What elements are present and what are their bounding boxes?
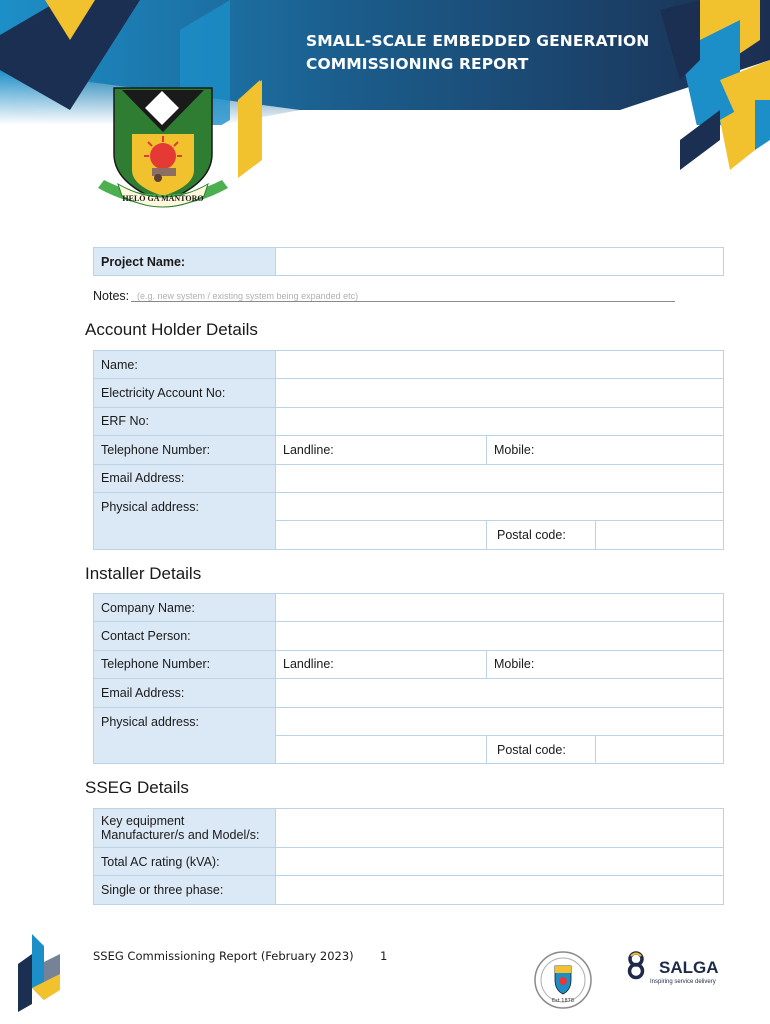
table-row	[94, 622, 724, 650]
phase-label: Single or three phase:	[94, 876, 276, 904]
account-holder-heading: Account Holder Details	[85, 320, 258, 339]
project-name-field[interactable]	[276, 248, 724, 276]
table-row	[94, 436, 724, 464]
municipal-crest-icon	[92, 84, 234, 216]
account-name-field[interactable]	[276, 351, 724, 379]
equipment-label	[94, 809, 276, 848]
electricity-account-label: Electricity Account No:	[94, 379, 276, 407]
installer-physical-field-line2[interactable]	[276, 735, 487, 763]
account-postal-field[interactable]	[596, 521, 724, 549]
installer-mobile-label: Mobile:	[494, 657, 535, 672]
contact-person-field[interactable]	[276, 622, 724, 650]
project-table	[93, 247, 724, 276]
page-number: 1	[380, 949, 388, 963]
report-title-line2: COMMISSIONING REPORT	[306, 55, 529, 73]
account-landline-field[interactable]	[276, 436, 487, 464]
installer-postal-field[interactable]	[596, 735, 724, 763]
equipment-field[interactable]	[276, 809, 724, 848]
sseg-table	[93, 808, 724, 905]
equipment-label-line2: Manufacturer/s and Model/s:	[101, 828, 260, 842]
installer-postal-label: Postal code:	[487, 735, 596, 763]
footer-report-name: SSEG Commissioning Report (February 2023)	[93, 949, 354, 963]
header-left-stripe	[236, 80, 266, 180]
notes-label: Notes:	[93, 289, 130, 303]
table-row	[94, 707, 724, 735]
table-row	[94, 809, 724, 848]
table-row	[94, 650, 724, 678]
phase-field[interactable]	[276, 876, 724, 904]
account-landline-label: Landline:	[283, 442, 334, 457]
municipal-seal-icon	[533, 950, 593, 1010]
account-telephone-label: Telephone Number:	[94, 436, 276, 464]
report-title-line1: SMALL-SCALE EMBEDDED GENERATION	[306, 32, 650, 50]
account-physical-field[interactable]	[276, 492, 724, 520]
installer-table	[93, 593, 724, 764]
notes-field[interactable]	[93, 289, 675, 303]
table-row	[94, 594, 724, 622]
salga-name: SALGA	[659, 958, 719, 977]
installer-landline-field[interactable]	[276, 650, 487, 678]
notes-placeholder: (e.g. new system / existing system being expanded etc)	[137, 291, 359, 301]
installer-physical-label: Physical address:	[94, 707, 276, 764]
table-row	[94, 876, 724, 904]
project-name-row	[94, 248, 724, 276]
installer-email-field[interactable]	[276, 679, 724, 707]
electricity-account-field[interactable]	[276, 379, 724, 407]
account-postal-label: Postal code:	[487, 521, 596, 549]
equipment-label-line1: Key equipment	[101, 814, 185, 828]
table-row	[94, 848, 724, 876]
account-mobile-label: Mobile:	[494, 442, 535, 457]
erf-field[interactable]	[276, 407, 724, 435]
installer-physical-field[interactable]	[276, 707, 724, 735]
account-name-label: Name:	[94, 351, 276, 379]
sseg-heading: SSEG Details	[85, 778, 189, 797]
table-row	[94, 379, 724, 407]
account-holder-table	[93, 350, 724, 550]
installer-email-label: Email Address:	[94, 679, 276, 707]
ac-rating-label: Total AC rating (kVA):	[94, 848, 276, 876]
account-physical-field-line2[interactable]	[276, 521, 487, 549]
table-row	[94, 679, 724, 707]
account-email-field[interactable]	[276, 464, 724, 492]
installer-mobile-field[interactable]	[487, 650, 724, 678]
erf-label: ERF No:	[94, 407, 276, 435]
table-row	[94, 351, 724, 379]
crest-motto: HELO GA MANTORO	[122, 194, 204, 203]
table-row	[94, 464, 724, 492]
table-row	[94, 407, 724, 435]
account-email-label: Email Address:	[94, 464, 276, 492]
table-row	[94, 492, 724, 520]
installer-landline-label: Landline:	[283, 657, 334, 672]
account-physical-label: Physical address:	[94, 492, 276, 549]
company-name-field[interactable]	[276, 594, 724, 622]
installer-heading: Installer Details	[85, 564, 202, 583]
seal-text: Est 1878	[551, 998, 575, 1004]
notes-underline	[131, 301, 675, 302]
report-title	[306, 30, 649, 76]
installer-telephone-label: Telephone Number:	[94, 650, 276, 678]
ac-rating-field[interactable]	[276, 848, 724, 876]
project-name-label: Project Name:	[94, 248, 276, 276]
salga-tagline: Inspiring service delivery	[650, 979, 716, 985]
footer-brand-logo	[18, 934, 64, 1012]
account-mobile-field[interactable]	[487, 436, 724, 464]
salga-logo-icon	[626, 950, 656, 980]
company-name-label: Company Name:	[94, 594, 276, 622]
contact-person-label: Contact Person:	[94, 622, 276, 650]
header-corner-graphic	[660, 100, 770, 170]
